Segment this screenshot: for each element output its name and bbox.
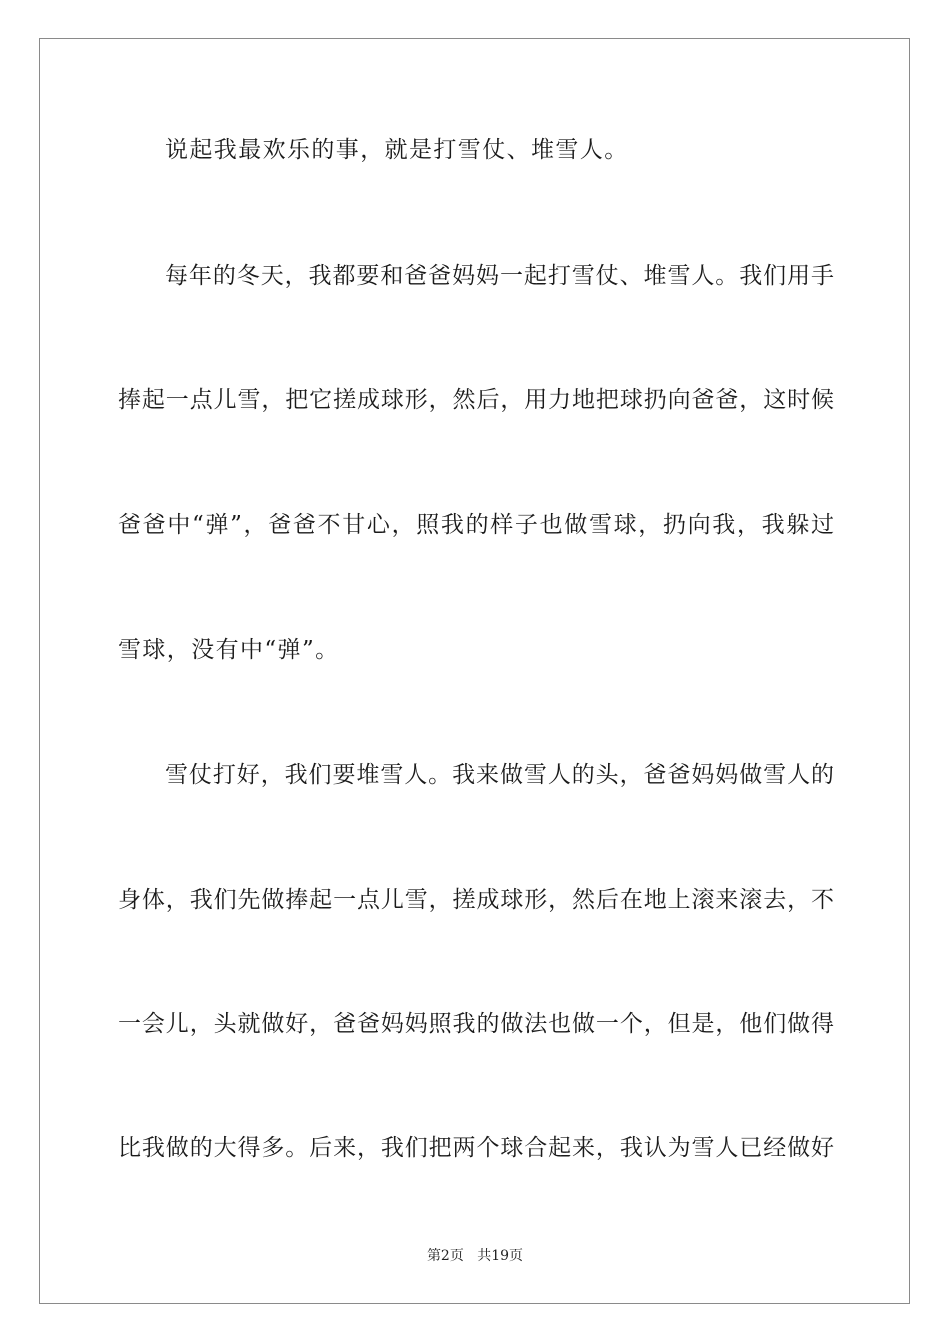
page-number: 第2页 — [426, 1248, 464, 1264]
page-border — [39, 38, 910, 1304]
page-total: 共19页 — [477, 1248, 524, 1264]
paragraph-line-7: 身体，我们先做捧起一点儿雪，搓成球形，然后在地上滚来滚去，不 — [118, 887, 834, 913]
paragraph-line-4: 爸爸中“弹”，爸爸不甘心，照我的样子也做雪球，扔向我，我躲过 — [118, 512, 834, 538]
paragraph-line-2: 每年的冬天，我都要和爸爸妈妈一起打雪仗、堆雪人。我们用手 — [165, 263, 834, 289]
paragraph-line-3: 捧起一点儿雪，把它搓成球形，然后，用力地把球扔向爸爸，这时候 — [118, 387, 834, 413]
paragraph-line-1: 说起我最欢乐的事，就是打雪仗、堆雪人。 — [165, 137, 629, 163]
page-footer — [0, 1246, 950, 1266]
paragraph-line-8: 一会儿，头就做好，爸爸妈妈照我的做法也做一个，但是，他们做得 — [118, 1011, 834, 1037]
paragraph-line-9: 比我做的大得多。后来，我们把两个球合起来，我认为雪人已经做好 — [118, 1135, 834, 1161]
paragraph-line-6: 雪仗打好，我们要堆雪人。我来做雪人的头，爸爸妈妈做雪人的 — [165, 762, 834, 788]
paragraph-line-5: 雪球，没有中“弹”。 — [118, 637, 340, 663]
